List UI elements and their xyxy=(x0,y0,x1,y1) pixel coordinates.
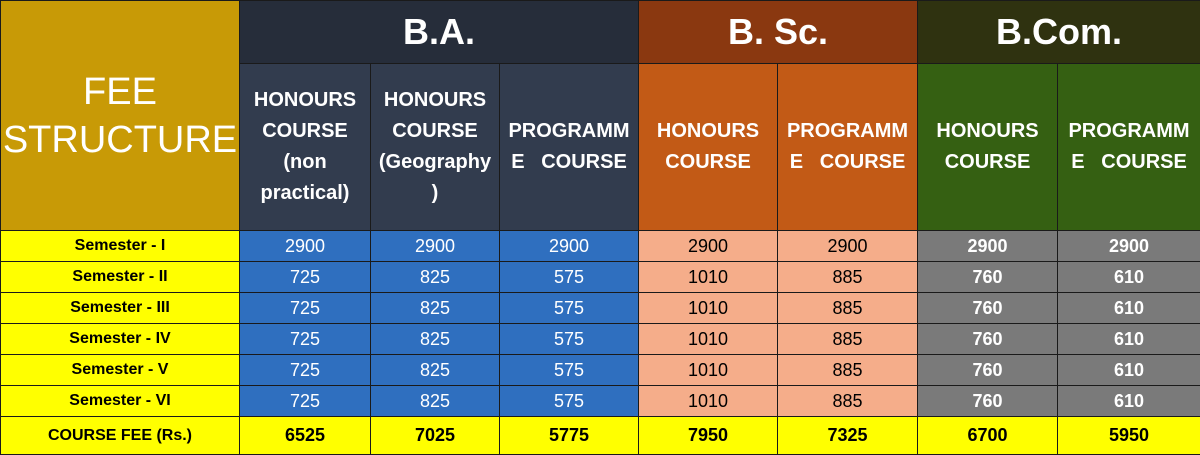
fee-cell: 575 xyxy=(500,386,639,417)
fee-cell: 885 xyxy=(778,355,918,386)
table-row xyxy=(1,293,1200,324)
row-label: Semester - III xyxy=(1,293,240,324)
table-row xyxy=(1,355,1200,386)
column-header-line: HONOURS xyxy=(383,89,487,111)
column-header-line: HONOURS xyxy=(936,120,1039,142)
column-header-line: PROGRAMM xyxy=(786,120,909,142)
row-label: Semester - I xyxy=(1,231,240,262)
fee-cell: 575 xyxy=(500,324,639,355)
fee-cell: 725 xyxy=(240,293,371,324)
fee-cell: 760 xyxy=(918,324,1058,355)
total-cell: 7325 xyxy=(778,417,918,455)
fee-cell: 885 xyxy=(778,262,918,293)
table-row xyxy=(1,324,1200,355)
column-header-line: COURSE xyxy=(392,120,478,142)
table-row xyxy=(1,231,1200,262)
row-label: Semester - VI xyxy=(1,386,240,417)
table-row xyxy=(1,262,1200,293)
table-row xyxy=(1,386,1200,417)
column-header-ba-programme xyxy=(500,64,639,231)
total-cell: 5950 xyxy=(1058,417,1200,455)
column-header-bsc-programme xyxy=(778,64,918,231)
column-header-line: E COURSE xyxy=(1071,151,1187,173)
fee-cell: 575 xyxy=(500,262,639,293)
total-row xyxy=(1,417,1200,455)
column-header-line: (Geography xyxy=(378,151,492,173)
column-header-line: HONOURS xyxy=(656,120,760,142)
fee-cell: 575 xyxy=(500,355,639,386)
fee-cell: 575 xyxy=(500,293,639,324)
fee-cell: 885 xyxy=(778,324,918,355)
column-header-line: COURSE xyxy=(665,151,751,173)
fee-cell: 825 xyxy=(371,293,500,324)
fee-structure-title xyxy=(1,1,240,231)
column-header-ba-honours-geography xyxy=(371,64,500,231)
row-label: Semester - II xyxy=(1,262,240,293)
fee-cell: 825 xyxy=(371,386,500,417)
column-header-line: PROGRAMM xyxy=(1068,120,1190,142)
fee-cell: 1010 xyxy=(639,262,778,293)
fee-cell: 760 xyxy=(918,386,1058,417)
column-header-bcom-programme xyxy=(1058,64,1200,231)
fee-cell: 760 xyxy=(918,355,1058,386)
total-cell: 5775 xyxy=(500,417,639,455)
fee-cell: 825 xyxy=(371,355,500,386)
total-cell: 6525 xyxy=(240,417,371,455)
column-header-line: ) xyxy=(431,182,439,204)
fee-cell: 2900 xyxy=(918,231,1058,262)
fee-cell: 610 xyxy=(1058,293,1200,324)
group-header-bcom: B.Com. xyxy=(918,1,1200,64)
group-header-ba: B.A. xyxy=(240,1,639,64)
total-cell: 7025 xyxy=(371,417,500,455)
total-cell: 7950 xyxy=(639,417,778,455)
fee-cell: 885 xyxy=(778,386,918,417)
column-header-line: COURSE xyxy=(262,120,348,142)
fee-cell: 1010 xyxy=(639,355,778,386)
fee-cell: 825 xyxy=(371,324,500,355)
fee-cell: 2900 xyxy=(371,231,500,262)
row-label: Semester - V xyxy=(1,355,240,386)
column-header-line: HONOURS xyxy=(253,89,357,111)
fee-cell: 1010 xyxy=(639,324,778,355)
fee-cell: 1010 xyxy=(639,293,778,324)
column-header-bcom-honours xyxy=(918,64,1058,231)
column-header-line: PROGRAMM xyxy=(508,120,630,142)
fee-cell: 610 xyxy=(1058,386,1200,417)
column-header-bsc-honours xyxy=(639,64,778,231)
fee-cell: 725 xyxy=(240,324,371,355)
fee-cell: 725 xyxy=(240,386,371,417)
fee-cell: 760 xyxy=(918,262,1058,293)
fee-cell: 1010 xyxy=(639,386,778,417)
group-header-bsc: B. Sc. xyxy=(639,1,918,64)
fee-cell: 610 xyxy=(1058,324,1200,355)
fee-cell: 2900 xyxy=(240,231,371,262)
column-header-line: practical) xyxy=(260,182,350,204)
fee-cell: 2900 xyxy=(1058,231,1200,262)
column-header-ba-honours-non-practical xyxy=(240,64,371,231)
fee-cell: 610 xyxy=(1058,262,1200,293)
fee-cell: 2900 xyxy=(500,231,639,262)
fee-cell: 610 xyxy=(1058,355,1200,386)
fee-structure-title-line2: STRUCTURE xyxy=(2,118,238,161)
fee-cell: 825 xyxy=(371,262,500,293)
fee-cell: 760 xyxy=(918,293,1058,324)
total-cell: 6700 xyxy=(918,417,1058,455)
column-header-line: (non xyxy=(283,151,327,173)
total-label: COURSE FEE (Rs.) xyxy=(1,417,240,455)
column-header-line: E COURSE xyxy=(789,151,906,173)
fee-structure-title-line1: FEE xyxy=(83,70,157,113)
column-header-line: E COURSE xyxy=(511,151,627,173)
fee-cell: 725 xyxy=(240,355,371,386)
fee-cell: 885 xyxy=(778,293,918,324)
fee-cell: 2900 xyxy=(778,231,918,262)
fee-cell: 725 xyxy=(240,262,371,293)
fee-cell: 2900 xyxy=(639,231,778,262)
row-label: Semester - IV xyxy=(1,324,240,355)
column-header-line: COURSE xyxy=(944,151,1031,173)
